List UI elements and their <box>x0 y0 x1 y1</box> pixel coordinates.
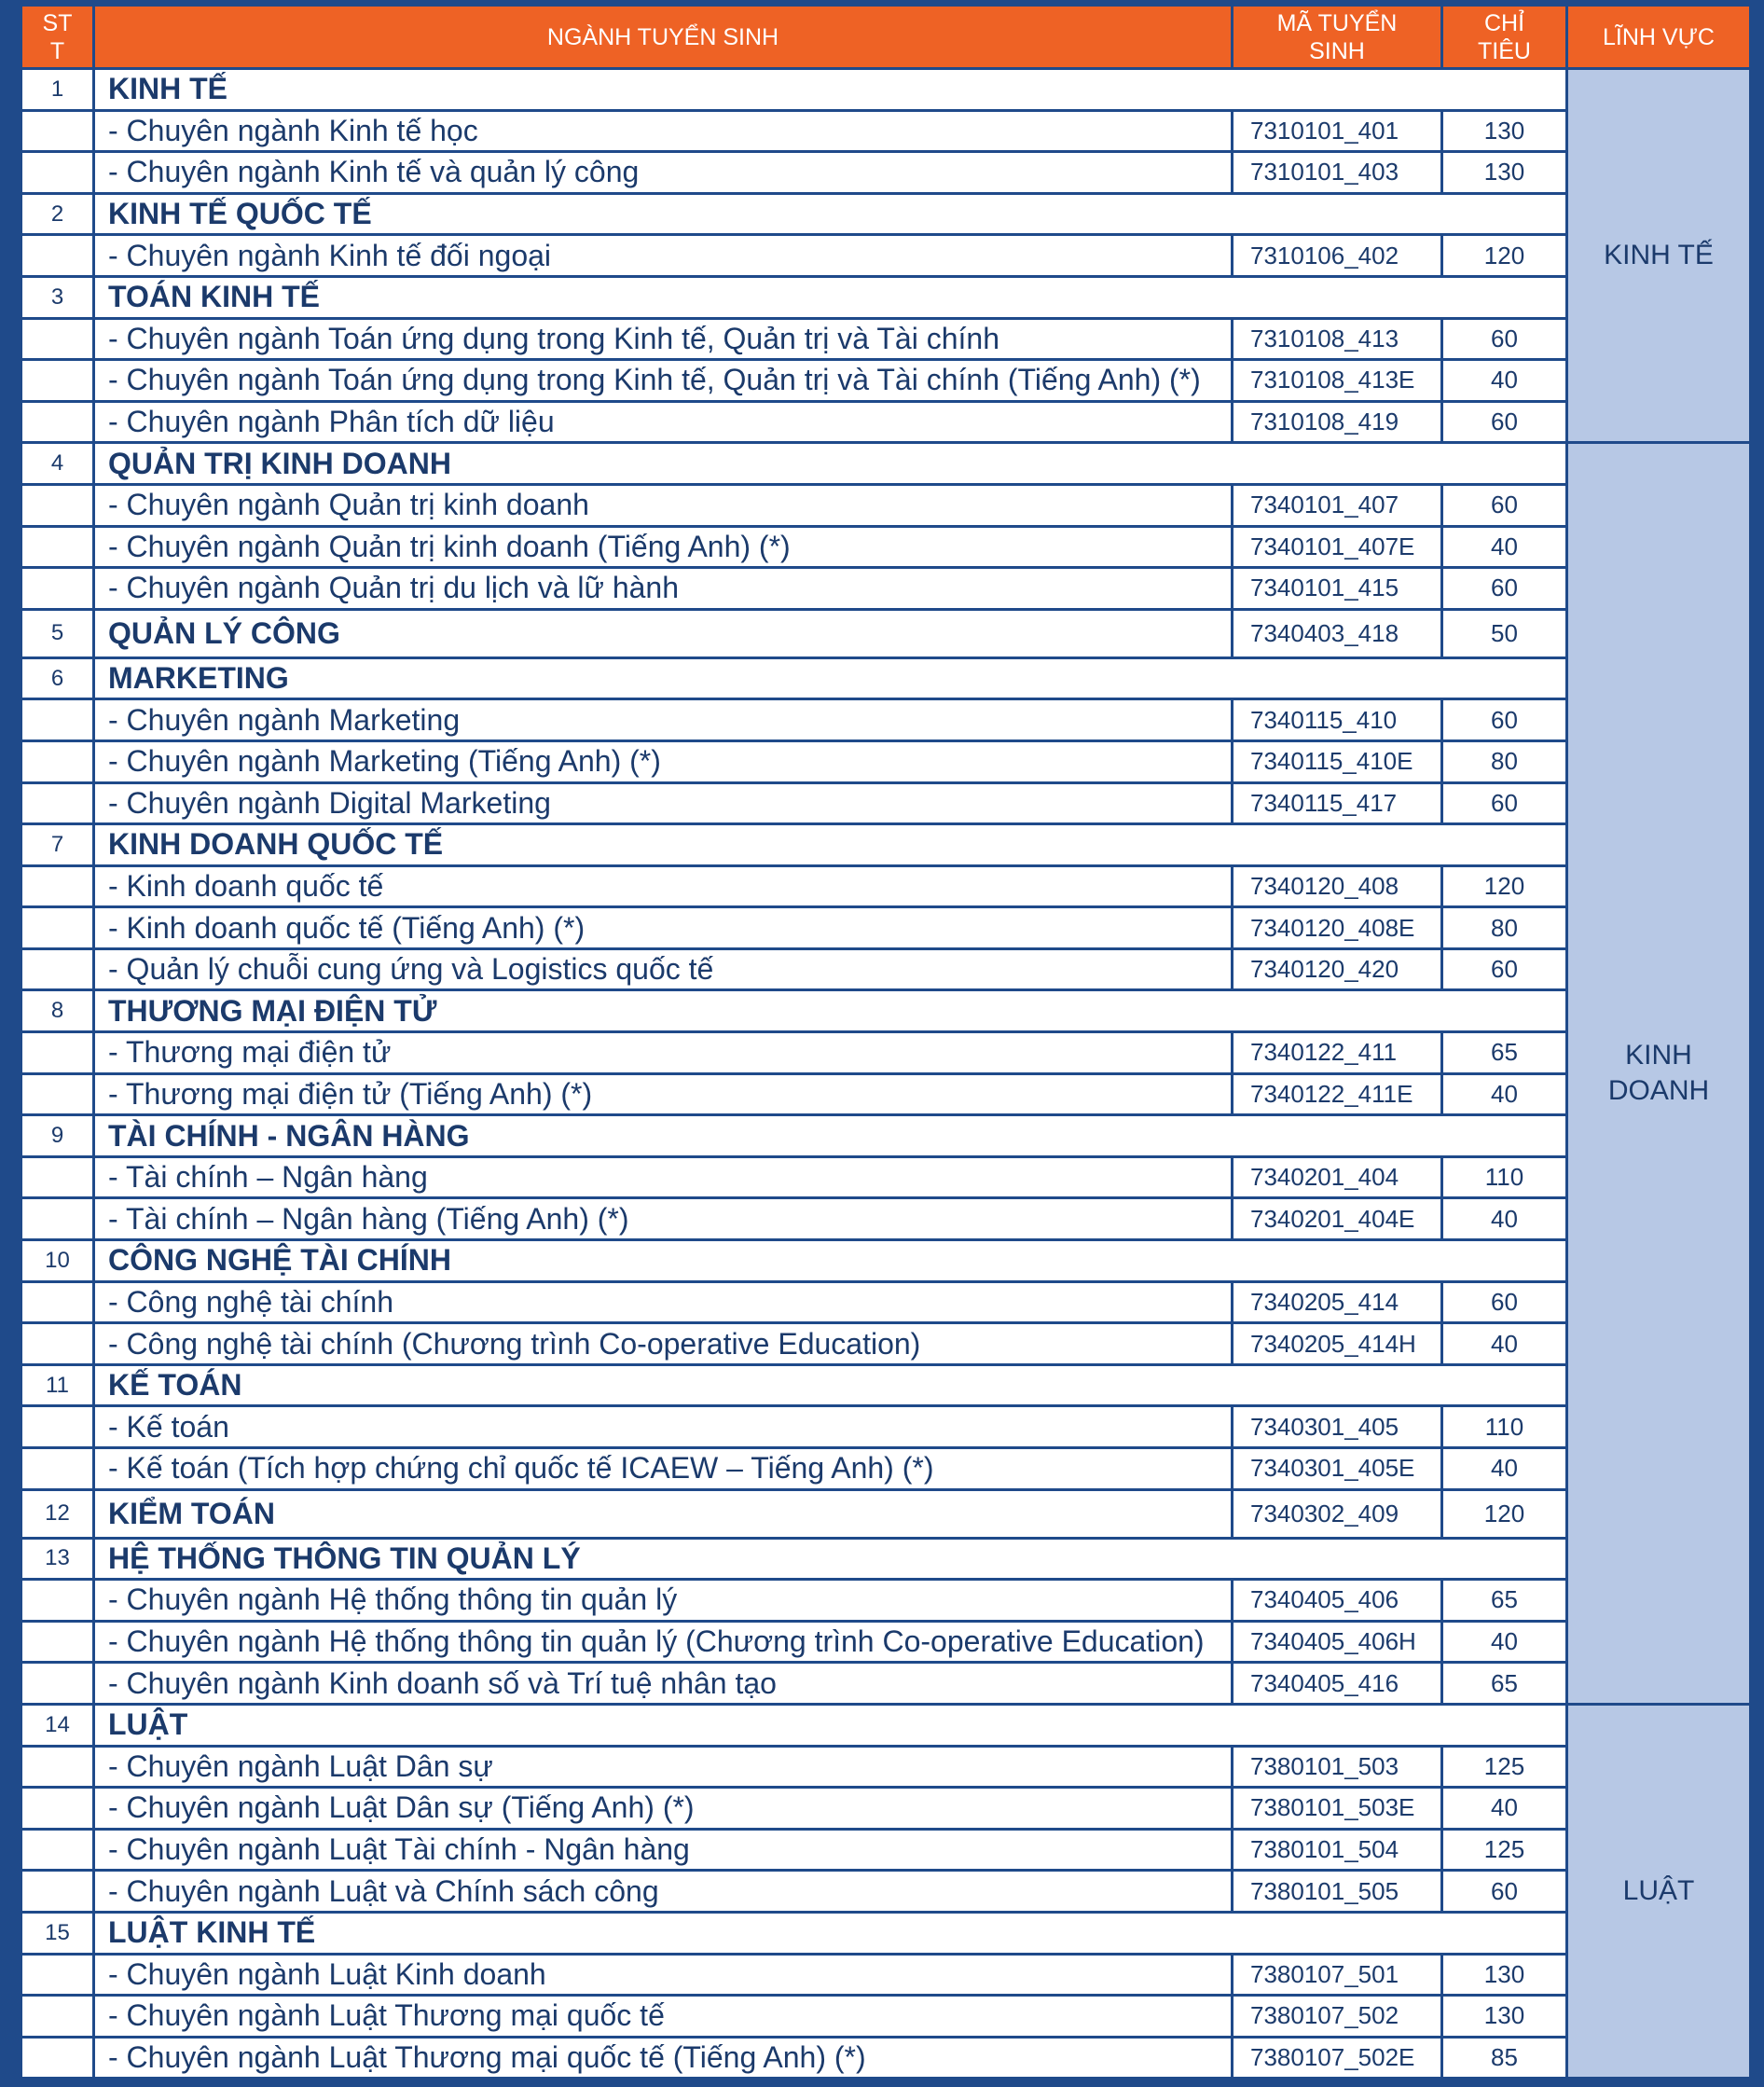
admission-quota: 60 <box>1442 318 1567 360</box>
specialization-row <box>21 740 1751 782</box>
specialization-name: - Chuyên ngành Hệ thống thông tin quản lý (Chương trình Co-operative Education) <box>94 1621 1233 1663</box>
admission-quota: 60 <box>1442 568 1567 610</box>
row-stt <box>21 1663 94 1705</box>
specialization-row <box>21 526 1751 568</box>
specialization-name: - Kinh doanh quốc tế (Tiếng Anh) (*) <box>94 907 1233 949</box>
program-group-row <box>21 1704 1751 1746</box>
row-stt <box>21 1580 94 1622</box>
admission-code: 7340122_411E <box>1233 1073 1442 1115</box>
program-group-row <box>21 1240 1751 1282</box>
row-stt <box>21 1788 94 1830</box>
row-stt: 5 <box>21 609 94 657</box>
admission-code: 7310106_402 <box>1233 235 1442 277</box>
specialization-row <box>21 401 1751 443</box>
row-stt <box>21 1871 94 1913</box>
admission-code: 7340201_404E <box>1233 1198 1442 1240</box>
admission-quota: 40 <box>1442 1323 1567 1365</box>
row-stt <box>21 1829 94 1871</box>
admission-quota: 40 <box>1442 1621 1567 1663</box>
specialization-row <box>21 865 1751 907</box>
admission-code: 7340301_405 <box>1233 1406 1442 1448</box>
field-category-label: LUẬT <box>1622 1875 1695 1907</box>
program-group-row <box>21 1912 1751 1954</box>
specialization-row <box>21 110 1751 152</box>
header-program: NGÀNH TUYỂN SINH <box>94 6 1233 69</box>
specialization-name: - Chuyên ngành Quản trị kinh doanh (Tiếng Anh) (*) <box>94 526 1233 568</box>
specialization-name: - Thương mại điện tử (Tiếng Anh) (*) <box>94 1073 1233 1115</box>
specialization-row <box>21 699 1751 741</box>
specialization-row <box>21 948 1751 990</box>
admission-quota: 60 <box>1442 401 1567 443</box>
row-stt: 2 <box>21 193 94 235</box>
program-name: MARKETING <box>94 657 1567 699</box>
admission-quota: 60 <box>1442 1871 1567 1913</box>
admission-code: 7340403_418 <box>1233 609 1442 657</box>
program-group-row <box>21 824 1751 866</box>
row-stt: 13 <box>21 1538 94 1580</box>
admission-code: 7310108_419 <box>1233 401 1442 443</box>
row-stt <box>21 360 94 402</box>
admission-code: 7340101_415 <box>1233 568 1442 610</box>
specialization-row <box>21 1073 1751 1115</box>
program-name: HỆ THỐNG THÔNG TIN QUẢN LÝ <box>94 1538 1567 1580</box>
row-stt <box>21 1156 94 1198</box>
specialization-row <box>21 1406 1751 1448</box>
row-stt <box>21 948 94 990</box>
row-stt <box>21 568 94 610</box>
admission-quota: 120 <box>1442 1489 1567 1538</box>
program-group-row <box>21 609 1751 657</box>
admission-code: 7340115_417 <box>1233 782 1442 824</box>
admission-quota: 125 <box>1442 1746 1567 1788</box>
specialization-row <box>21 1580 1751 1622</box>
specialization-row <box>21 1871 1751 1913</box>
admission-code: 7340120_408 <box>1233 865 1442 907</box>
specialization-row <box>21 568 1751 610</box>
admission-code: 7340120_408E <box>1233 907 1442 949</box>
program-group-row <box>21 1538 1751 1580</box>
admission-quota: 130 <box>1442 1954 1567 1996</box>
specialization-name: - Chuyên ngành Quản trị kinh doanh <box>94 484 1233 526</box>
row-stt: 10 <box>21 1240 94 1282</box>
admission-quota: 60 <box>1442 699 1567 741</box>
admission-code: 7380101_504 <box>1233 1829 1442 1871</box>
admission-code: 7340301_405E <box>1233 1448 1442 1490</box>
specialization-name: - Chuyên ngành Luật Kinh doanh <box>94 1954 1233 1996</box>
admission-quota: 60 <box>1442 1281 1567 1323</box>
specialization-name: - Chuyên ngành Digital Marketing <box>94 782 1233 824</box>
program-group-row <box>21 193 1751 235</box>
row-stt <box>21 1323 94 1365</box>
program-name: THƯƠNG MẠI ĐIỆN TỬ <box>94 990 1567 1032</box>
row-stt <box>21 1448 94 1490</box>
specialization-row <box>21 1156 1751 1198</box>
specialization-row <box>21 152 1751 194</box>
admission-code: 7340405_416 <box>1233 1663 1442 1705</box>
admission-code: 7340101_407 <box>1233 484 1442 526</box>
specialization-name: - Kế toán (Tích hợp chứng chỉ quốc tế ICAEW – Tiếng Anh) (*) <box>94 1448 1233 1490</box>
row-stt <box>21 1996 94 2038</box>
admission-code: 7310101_401 <box>1233 110 1442 152</box>
specialization-row <box>21 1448 1751 1490</box>
specialization-name: - Chuyên ngành Luật Thương mại quốc tế (Tiếng Anh) (*) <box>94 2037 1233 2079</box>
specialization-name: - Chuyên ngành Marketing (Tiếng Anh) (*) <box>94 740 1233 782</box>
row-stt <box>21 1073 94 1115</box>
row-stt: 11 <box>21 1364 94 1406</box>
field-category <box>1567 1704 1751 2078</box>
specialization-name: - Quản lý chuỗi cung ứng và Logistics quốc tế <box>94 948 1233 990</box>
field-category <box>1567 443 1751 1705</box>
admission-quota: 110 <box>1442 1156 1567 1198</box>
admission-quota: 60 <box>1442 484 1567 526</box>
program-name: CÔNG NGHỆ TÀI CHÍNH <box>94 1240 1567 1282</box>
admission-code: 7380107_501 <box>1233 1954 1442 1996</box>
row-stt <box>21 401 94 443</box>
row-stt: 9 <box>21 1115 94 1157</box>
specialization-row <box>21 1746 1751 1788</box>
admission-quota: 80 <box>1442 907 1567 949</box>
admission-quota: 50 <box>1442 609 1567 657</box>
row-stt <box>21 1746 94 1788</box>
admission-code: 7310101_403 <box>1233 152 1442 194</box>
admission-quota: 120 <box>1442 235 1567 277</box>
specialization-row <box>21 1198 1751 1240</box>
program-group-row <box>21 990 1751 1032</box>
row-stt <box>21 235 94 277</box>
admission-quota: 65 <box>1442 1663 1567 1705</box>
specialization-row <box>21 907 1751 949</box>
row-stt <box>21 110 94 152</box>
admission-code: 7340115_410E <box>1233 740 1442 782</box>
specialization-name: - Chuyên ngành Luật Dân sự <box>94 1746 1233 1788</box>
row-stt <box>21 907 94 949</box>
header-code: MÃ TUYỂN SINH <box>1233 6 1442 69</box>
header-stt: ST T <box>21 6 94 69</box>
admission-quota: 40 <box>1442 360 1567 402</box>
program-group-row <box>21 1364 1751 1406</box>
admission-quota: 125 <box>1442 1829 1567 1871</box>
admission-quota: 85 <box>1442 2037 1567 2079</box>
program-name: LUẬT <box>94 1704 1567 1746</box>
header-field: LĨNH VỰC <box>1567 6 1751 69</box>
program-name: KINH TẾ <box>94 69 1567 111</box>
specialization-row <box>21 484 1751 526</box>
row-stt <box>21 1406 94 1448</box>
row-stt <box>21 782 94 824</box>
admission-code: 7340205_414H <box>1233 1323 1442 1365</box>
specialization-row <box>21 2037 1751 2079</box>
row-stt <box>21 740 94 782</box>
specialization-row <box>21 235 1751 277</box>
specialization-name: - Công nghệ tài chính <box>94 1281 1233 1323</box>
program-group-row <box>21 1489 1751 1538</box>
row-stt <box>21 152 94 194</box>
admission-quota: 65 <box>1442 1032 1567 1074</box>
admission-code: 7310108_413E <box>1233 360 1442 402</box>
admission-code: 7340302_409 <box>1233 1489 1442 1538</box>
row-stt: 7 <box>21 824 94 866</box>
admission-quota: 40 <box>1442 1073 1567 1115</box>
program-name: KINH DOANH QUỐC TẾ <box>94 824 1567 866</box>
admission-code: 7340201_404 <box>1233 1156 1442 1198</box>
specialization-row <box>21 1323 1751 1365</box>
program-name: LUẬT KINH TẾ <box>94 1912 1567 1954</box>
row-stt <box>21 699 94 741</box>
row-stt <box>21 1954 94 1996</box>
row-stt <box>21 1198 94 1240</box>
admission-code: 7380101_505 <box>1233 1871 1442 1913</box>
specialization-name: - Chuyên ngành Phân tích dữ liệu <box>94 401 1233 443</box>
program-group-row <box>21 443 1751 485</box>
program-name: QUẢN LÝ CÔNG <box>94 609 1233 657</box>
row-stt <box>21 484 94 526</box>
row-stt <box>21 1281 94 1323</box>
admission-code: 7340405_406 <box>1233 1580 1442 1622</box>
specialization-row <box>21 1663 1751 1705</box>
specialization-name: - Tài chính – Ngân hàng (Tiếng Anh) (*) <box>94 1198 1233 1240</box>
specialization-name: - Chuyên ngành Luật Thương mại quốc tế <box>94 1996 1233 2038</box>
admission-code: 7340405_406H <box>1233 1621 1442 1663</box>
row-stt <box>21 865 94 907</box>
specialization-name: - Chuyên ngành Quản trị du lịch và lữ hành <box>94 568 1233 610</box>
admission-code: 7380107_502E <box>1233 2037 1442 2079</box>
specialization-row <box>21 1621 1751 1663</box>
row-stt: 12 <box>21 1489 94 1538</box>
row-stt <box>21 526 94 568</box>
admission-quota: 40 <box>1442 1198 1567 1240</box>
admission-quota: 130 <box>1442 110 1567 152</box>
program-group-row <box>21 1115 1751 1157</box>
specialization-name: - Chuyên ngành Luật Tài chính - Ngân hàng <box>94 1829 1233 1871</box>
program-name: TOÁN KINH TẾ <box>94 276 1567 318</box>
program-name: QUẢN TRỊ KINH DOANH <box>94 443 1567 485</box>
row-stt: 6 <box>21 657 94 699</box>
specialization-name: - Thương mại điện tử <box>94 1032 1233 1074</box>
specialization-name: - Kế toán <box>94 1406 1233 1448</box>
header-quota: CHỈ TIÊU <box>1442 6 1567 69</box>
admissions-table <box>20 4 1752 2080</box>
specialization-row <box>21 1829 1751 1871</box>
row-stt <box>21 318 94 360</box>
admission-quota: 130 <box>1442 152 1567 194</box>
admission-code: 7310108_413 <box>1233 318 1442 360</box>
admission-quota: 65 <box>1442 1580 1567 1622</box>
admission-quota: 130 <box>1442 1996 1567 2038</box>
table-body <box>21 69 1751 2079</box>
admission-quota: 40 <box>1442 1448 1567 1490</box>
specialization-name: - Kinh doanh quốc tế <box>94 865 1233 907</box>
admission-quota: 110 <box>1442 1406 1567 1448</box>
specialization-name: - Chuyên ngành Toán ứng dụng trong Kinh tế, Quản trị và Tài chính (Tiếng Anh) (*) <box>94 360 1233 402</box>
admission-quota: 80 <box>1442 740 1567 782</box>
row-stt: 3 <box>21 276 94 318</box>
program-group-row <box>21 276 1751 318</box>
admission-code: 7340115_410 <box>1233 699 1442 741</box>
row-stt <box>21 2037 94 2079</box>
specialization-row <box>21 360 1751 402</box>
field-category-label: KINH TẾ <box>1604 240 1714 271</box>
admission-quota: 120 <box>1442 865 1567 907</box>
specialization-name: - Chuyên ngành Toán ứng dụng trong Kinh tế, Quản trị và Tài chính <box>94 318 1233 360</box>
row-stt: 4 <box>21 443 94 485</box>
specialization-row <box>21 1996 1751 2038</box>
specialization-row <box>21 1032 1751 1074</box>
row-stt: 15 <box>21 1912 94 1954</box>
specialization-name: - Chuyên ngành Luật Dân sự (Tiếng Anh) (*) <box>94 1788 1233 1830</box>
admission-quota: 60 <box>1442 948 1567 990</box>
specialization-row <box>21 782 1751 824</box>
admission-quota: 40 <box>1442 526 1567 568</box>
admission-code: 7340205_414 <box>1233 1281 1442 1323</box>
specialization-name: - Chuyên ngành Kinh tế và quản lý công <box>94 152 1233 194</box>
specialization-name: - Chuyên ngành Luật và Chính sách công <box>94 1871 1233 1913</box>
admission-code: 7340120_420 <box>1233 948 1442 990</box>
specialization-row <box>21 318 1751 360</box>
row-stt <box>21 1621 94 1663</box>
specialization-name: - Chuyên ngành Marketing <box>94 699 1233 741</box>
specialization-name: - Công nghệ tài chính (Chương trình Co-operative Education) <box>94 1323 1233 1365</box>
admission-code: 7340122_411 <box>1233 1032 1442 1074</box>
specialization-row <box>21 1788 1751 1830</box>
admission-code: 7380101_503 <box>1233 1746 1442 1788</box>
table-header-row <box>21 6 1751 69</box>
admission-code: 7380107_502 <box>1233 1996 1442 2038</box>
row-stt: 1 <box>21 69 94 111</box>
specialization-name: - Chuyên ngành Kinh tế đối ngoại <box>94 235 1233 277</box>
admission-quota: 40 <box>1442 1788 1567 1830</box>
admission-code: 7340101_407E <box>1233 526 1442 568</box>
admission-code: 7380101_503E <box>1233 1788 1442 1830</box>
program-group-row <box>21 69 1751 111</box>
field-category <box>1567 69 1751 443</box>
program-name: KẾ TOÁN <box>94 1364 1567 1406</box>
program-group-row <box>21 657 1751 699</box>
program-name: KINH TẾ QUỐC TẾ <box>94 193 1567 235</box>
specialization-name: - Chuyên ngành Hệ thống thông tin quản lý <box>94 1580 1233 1622</box>
specialization-row <box>21 1954 1751 1996</box>
row-stt: 14 <box>21 1704 94 1746</box>
field-category-label: KINH DOANH <box>1607 1040 1710 1107</box>
specialization-row <box>21 1281 1751 1323</box>
specialization-name: - Chuyên ngành Kinh doanh số và Trí tuệ nhân tạo <box>94 1663 1233 1705</box>
row-stt <box>21 1032 94 1074</box>
row-stt: 8 <box>21 990 94 1032</box>
program-name: KIỂM TOÁN <box>94 1489 1233 1538</box>
specialization-name: - Chuyên ngành Kinh tế học <box>94 110 1233 152</box>
specialization-name: - Tài chính – Ngân hàng <box>94 1156 1233 1198</box>
admission-quota: 60 <box>1442 782 1567 824</box>
program-name: TÀI CHÍNH - NGÂN HÀNG <box>94 1115 1567 1157</box>
